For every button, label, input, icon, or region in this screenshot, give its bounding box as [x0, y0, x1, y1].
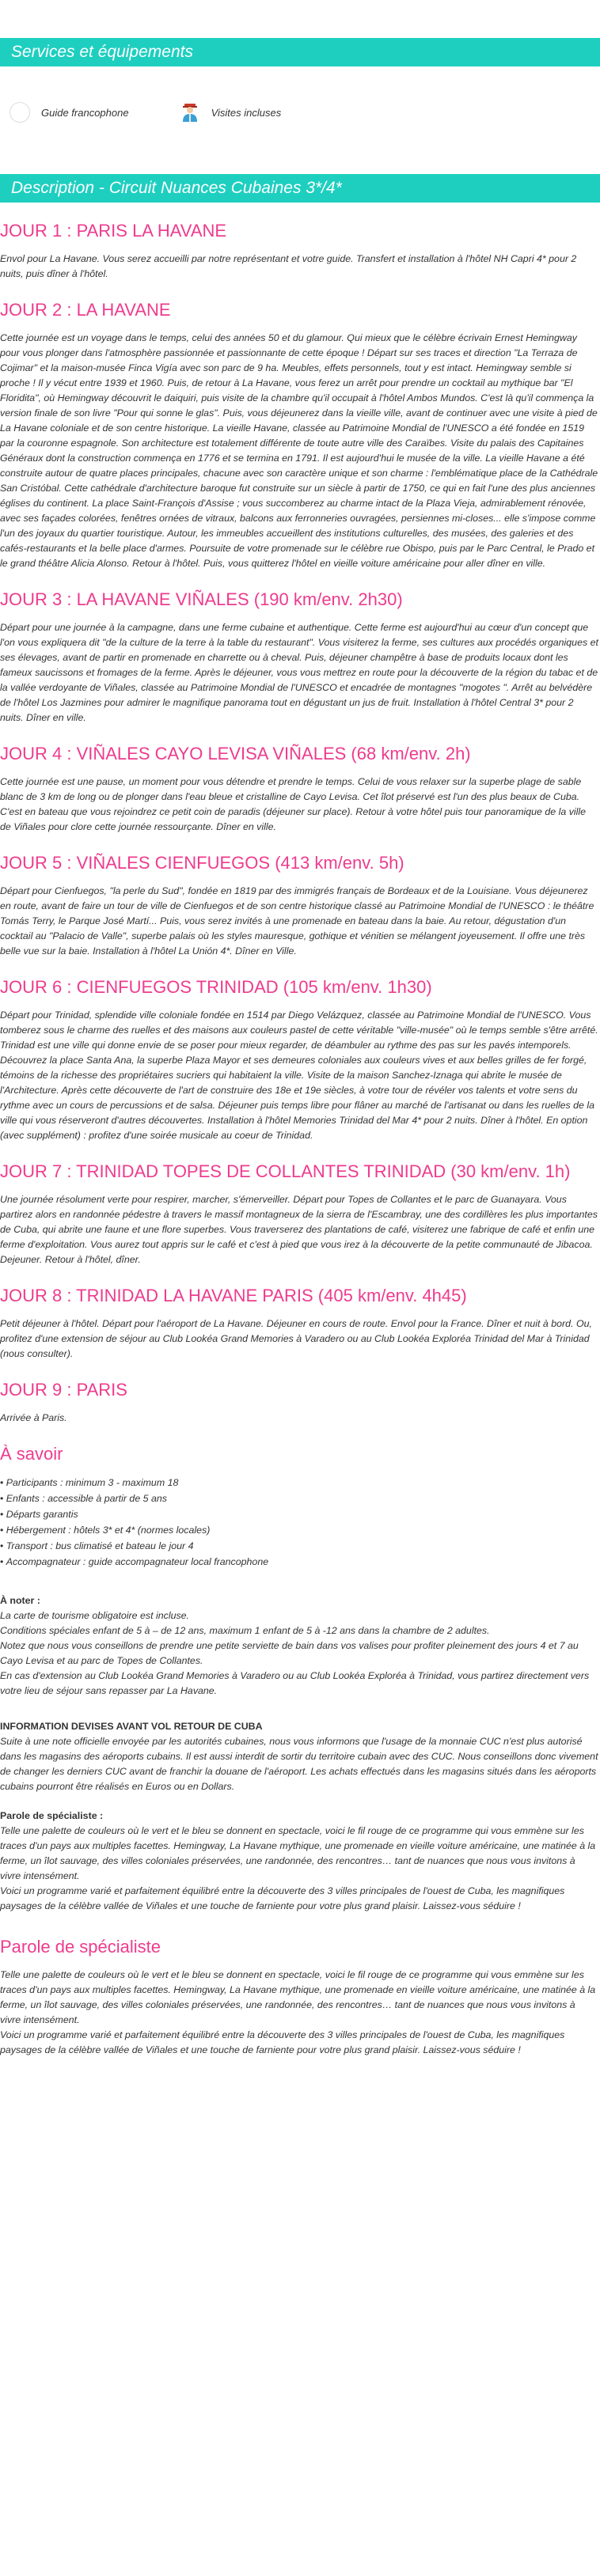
day-1-title: JOUR 1 : PARIS LA HAVANE	[0, 221, 227, 241]
service-visites-incluses	[180, 102, 282, 123]
services-title-bar	[0, 38, 600, 66]
day-5-title: JOUR 5 : VIÑALES CIENFUEGOS (413 km/env. 5h)	[0, 853, 404, 873]
description-title-bar	[0, 174, 600, 203]
service-guide-francophone	[9, 102, 129, 123]
day-2-title: JOUR 2 : LA HAVANE	[0, 300, 171, 320]
devises-title: INFORMATION DEVISES AVANT VOL RETOUR DE CUBA	[0, 1721, 263, 1732]
day-6-title: JOUR 6 : CIENFUEGOS TRINIDAD (105 km/env. 1h30)	[0, 977, 432, 997]
devises-text: Suite à une note officielle envoyée par les autorités cubaines, nous vous informons que l'usage de la monnaie CUC n'est plus autorisé dans les magasins des aéroports cubains. Il est aussi interdit de sortir du territoire cubain avec des CUC. Nous conseillons donc vivement de changer les derniers CUC avant de franchir la douane de l'aéroport. Les achats effectués dans les magasins situés dans les aéroports cubains pourront être réalisés en Euros ou en Dollars.	[0, 1736, 598, 1792]
page	[0, 38, 600, 2074]
note-line: La carte de tourisme obligatoire est incluse.	[0, 1610, 189, 1621]
parole-title: Parole de spécialiste	[0, 1937, 161, 1957]
service-label: Visites incluses	[211, 106, 282, 119]
day-9-title: JOUR 9 : PARIS	[0, 1380, 127, 1400]
day-8-text: Petit déjeuner à l'hôtel. Départ pour l'aéroport de La Havane. Déjeuner en cours de route. Envol pour la France. Dîner et nuit à bord. Ou, profitez d'une extension de séjour au Club Lookéa Grand Memories à Varadero ou au Club Lookéa Exploréa Trinidad del Mar à Trinidad (nous consulter).	[0, 1318, 592, 1359]
parole-section-text: Telle une palette de couleurs où le vert et le bleu se donnent en spectacle, voici le fil rouge de ce programme qui vous emmène sur les traces d'un pays aux multiples facettes. Hemingway, La Havane mythique, une promenade en vieille voiture américaine, une matinée à la ferme, un îlot sauvage, des villes coloniales préservées, une randonnée, des rencontres… tant de nuances que nous vous invitons à vivre intensément.	[0, 1969, 596, 2025]
a-savoir-title: À savoir	[0, 1444, 63, 1464]
parole-text-2: Voici un programme varié et parfaitement équilibré entre la découverte des 3 villes principales de l'ouest de Cuba, les magnifiques paysages de la célèbre vallée de Viñales et une touche de farniente pour votre plus grand plaisir. Laissez-vous séduire !	[0, 1885, 565, 1911]
a-savoir-list	[0, 1475, 598, 1570]
a-savoir-notes	[0, 1593, 598, 1914]
parole-label: Parole de spécialiste :	[0, 1810, 104, 1821]
day-7-text: Une journée résolument verte pour respirer, marcher, s'émerveiller. Départ pour Topes de Collantes et le parc de Guanayara. Vous partirez alors en randonnée pédestre à travers le massif montagneux de la sierra de l'Escambray, une des cordillères les plus importantes de Cuba, qui abrite une faune et une flore superbes. Vous traverserez des plantations de café, visiterez une fabrique de café et enfin une ferme d'exploitation. Vous aurez tout appris sur le café et c'est à pied que vous irez à la découverte de la petite communauté de Jibacoa. Dejeuner. Retour à l'hôtel, dîner.	[0, 1194, 598, 1265]
note-title: À noter :	[0, 1595, 40, 1606]
description-title: Description - Circuit Nuances Cubaines 3*/4*	[11, 179, 342, 197]
list-item: • Accompagnateur : guide accompagnateur local francophone	[0, 1554, 598, 1570]
list-item: • Hébergement : hôtels 3* et 4* (normes locales)	[0, 1522, 598, 1538]
list-item: • Départs garantis	[0, 1506, 598, 1522]
french-flag-icon	[9, 102, 30, 123]
day-3-text: Départ pour une journée à la campagne, dans une ferme cubaine et authentique. Cette ferme est aujourd'hui au cœur d'un concept que l'on vous expliquera dit "de la culture de la terre à la table du restaurant". Vous visiterez la ferme, ses cultures aux procédés organiques et ses élevages, avant de partir en promenade en charrette ou à cheval. Puis, déjeuner champêtre à base de produits locaux dont les fameux saucissons et fromages de la ferme. Après le déjeuner, vous vous mettrez en route pour la découverte de la région du tabac et de la vallée verdoyante de Viñales, classée au Patrimoine Mondial de l'UNESCO et encadrée de montagnes "mogotes ". Arrêt au belvédère de l'hôtel Los Jazmines pour admirer le magnifique panorama tout en dégustant un jus de fruit. Installation à l'hôtel Central 3* pour 2 nuits. Dîner en ville.	[0, 622, 598, 723]
services-list	[0, 97, 600, 128]
note-line: Notez que nous vous conseillons de prendre une petite serviette de bain dans vos valises pour profiter pleinement des jours 4 et 7 au Cayo Levisa et au parc de Topes de Collantes.	[0, 1640, 579, 1666]
day-1-text: Envol pour La Havane. Vous serez accueilli par notre représentant et votre guide. Transfert et installation à l'hôtel NH Capri 4* pour 2 nuits, puis dîner à l'hôtel.	[0, 253, 577, 279]
day-4-text: Cette journée est une pause, un moment pour vous détendre et prendre le temps. Celui de vous relaxer sur la superbe plage de sable blanc de 3 km de long ou de plonger dans l'eau bleue et cristalline de Cayo Levisa. Cet îlot préservé est l'un des plus beaux de Cuba. C'est en bateau que vous rejoindrez ce petit coin de paradis (déjeuner sur place). Retour à votre hôtel puis tour panoramique de la ville de Viñales pour clore cette journée ressourçante. Dîner en ville.	[0, 776, 587, 832]
services-title: Services et équipements	[11, 43, 193, 61]
day-9-text: Arrivée à Paris.	[0, 1412, 67, 1423]
guide-person-icon	[180, 102, 200, 123]
day-5-text: Départ pour Cienfuegos, "la perle du Sud", fondée en 1819 par des immigrés français de Bordeaux et de la Louisiane. Vous déjeunerez en route, avant de faire un tour de ville de Cienfuegos et de son centre historique classé au Patrimoine Mondial de l'UNESCO : le théâtre Tomás Terry, le Parque José Martí... Puis, vous serez invités à une promenade en bateau dans la baie. Au retour, dégustation d'un cocktail au "Palacio de Valle", superbe palais où les styles mauresque, gothique et vénitien se mélangent joyeusement. Il offre une très belle vue sur la baie. Installation à l'hôtel La Unión 4*. Dîner en Ville.	[0, 885, 594, 957]
parole-text: Telle une palette de couleurs où le vert et le bleu se donnent en spectacle, voici le fil rouge de ce programme qui vous emmène sur les traces d'un pays aux multiples facettes. Hemingway, La Havane mythique, une promenade en vieille voiture américaine, une matinée à la ferme, un îlot sauvage, des villes coloniales préservées, une randonnée, des rencontres… tant de nuances que nous vous invitons à vivre intensément.	[0, 1825, 596, 1881]
note-line: En cas d'extension au Club Lookéa Grand Memories à Varadero ou au Club Lookéa Exploréa à Trinidad, vous partirez directement vers votre lieu de séjour sans repasser par La Havane.	[0, 1670, 590, 1696]
day-4-title: JOUR 4 : VIÑALES CAYO LEVISA VIÑALES (68 km/env. 2h)	[0, 744, 471, 763]
list-item: • Participants : minimum 3 - maximum 18	[0, 1475, 598, 1491]
list-item: • Enfants : accessible à partir de 5 ans	[0, 1491, 598, 1506]
day-6-text: Départ pour Trinidad, splendide ville coloniale fondée en 1514 par Diego Velázquez, classée au Patrimoine Mondial de l'UNESCO. Vous tomberez sous le charme des ruelles et des maisons aux couleurs pastel de cette véritable "ville-musée" où le temps semble s'être arrêté. Trinidad est une ville qui donne envie de se poser pour mieux regarder, de déambuler au rythme des pas sur les pavés intemporels. Découvrez la place Santa Ana, la superbe Plaza Mayor et ses demeures coloniales aux couleurs vives et aux belles grilles de fer forgé, témoins de la richesse des propriétaires sucriers qui habitaient la ville. Visite de la maison Sanchez-Iznaga qui abrite le musée de l'Architecture. Après cette découverte de l'art de construire des 18e et 19e siècles, à votre tour de révéler vos talents et votre sens du rythme avec un cours de percussions et de salsa. Déjeuner puis temps libre pour flâner au marché de l'artisanat ou dans les ruelles de la ville qui vous réserveront d'autres découvertes. Installation à l'hôtel Memories Trinidad del Mar 4* pour 2 nuits. Dîner à l'hôtel. En option (avec supplément) : profitez d'une soirée musicale au coeur de Trinidad.	[0, 1010, 598, 1141]
itinerary	[0, 220, 600, 2058]
day-8-title: JOUR 8 : TRINIDAD LA HAVANE PARIS (405 km/env. 4h45)	[0, 1286, 467, 1305]
parole-section-text-2: Voici un programme varié et parfaitement équilibré entre la découverte des 3 villes principales de l'ouest de Cuba, les magnifiques paysages de la célèbre vallée de Viñales et une touche de farniente pour votre plus grand plaisir. Laissez-vous séduire !	[0, 2029, 565, 2055]
service-label: Guide francophone	[41, 106, 129, 119]
day-7-title: JOUR 7 : TRINIDAD TOPES DE COLLANTES TRINIDAD (30 km/env. 1h)	[0, 1161, 571, 1181]
day-3-title: JOUR 3 : LA HAVANE VIÑALES (190 km/env. 2h30)	[0, 589, 403, 609]
list-item: • Transport : bus climatisé et bateau le jour 4	[0, 1538, 598, 1554]
note-line: Conditions spéciales enfant de 5 à – de 12 ans, maximum 1 enfant de 5 à -12 ans dans la chambre de 2 adultes.	[0, 1625, 490, 1636]
day-2-text: Cette journée est un voyage dans le temps, celui des années 50 et du glamour. Qui mieux que le célèbre écrivain Ernest Hemingway pour vous plonger dans l'atmosphère passionnée et passionnante de cette époque ! Départ sur ses traces et direction "La Terraza de Cojimar" et la maison-musée Finca Vigía avec son parc de 9 ha. Meubles, effets personnels, tout y est intact. Hemingway semble si proche ! Il y vécut entre 1939 et 1960. Puis, de retour à La Havane, vous ferez un arrêt pour prendre un cocktail au mythique bar "El Floridita", où Hemingway découvrit le daiquiri, puis visite de la chambre qu'il occupait à l'hôtel Ambos Mundos. C'est là qu'il commença la version finale de son livre "Pour qui sonne le glas". Puis, vous déjeunerez dans la vieille ville, avant de continuer avec une visite à pied de La Havane coloniale et de son centre historique. La vieille Havane, classée au Patrimoine Mondial de l'UNESCO a été fondée en 1519 par la couronne espagnole. Son architecture est totalement différente de toute autre ville des Caraïbes. Visite du palais des Capitaines Généraux dont la construction commença en 1776 et se termina en 1791. Il est aujourd'hui le musée de la ville. La vieille Havane a été construite autour de quatre places principales, chacune avec son caractère unique et son charme : l'emblématique place de la Cathédrale San Cristóbal. Cette cathédrale d'architecture baroque fut construite sur un siècle à partir de 1750, ce qui en fait l'une des plus anciennes églises du continent. La place Saint-François d'Assise ; vous succomberez au charme intact de la Plaza Vieja, admirablement rénovée, avec ses façades colorées, fenêtres ornées de vitraux, balcons aux ferronneries ouvragées, persiennes mi-closes... elle s'impose comme l'un des joyaux du quartier touristique. Autour, les immeubles accueillent des institutions culturelles, des musées, des galeries et des cafés-restaurants et la belle place d'armes. Poursuite de votre promenade sur le célèbre rue Obispo, puis par le Parc Central, le Prado et le grand théâtre Alicia Alonso. Retour à l'hôtel. Puis, vous quitterez l'hôtel en vieille voiture américaine pour aller dîner en ville.	[0, 332, 598, 569]
